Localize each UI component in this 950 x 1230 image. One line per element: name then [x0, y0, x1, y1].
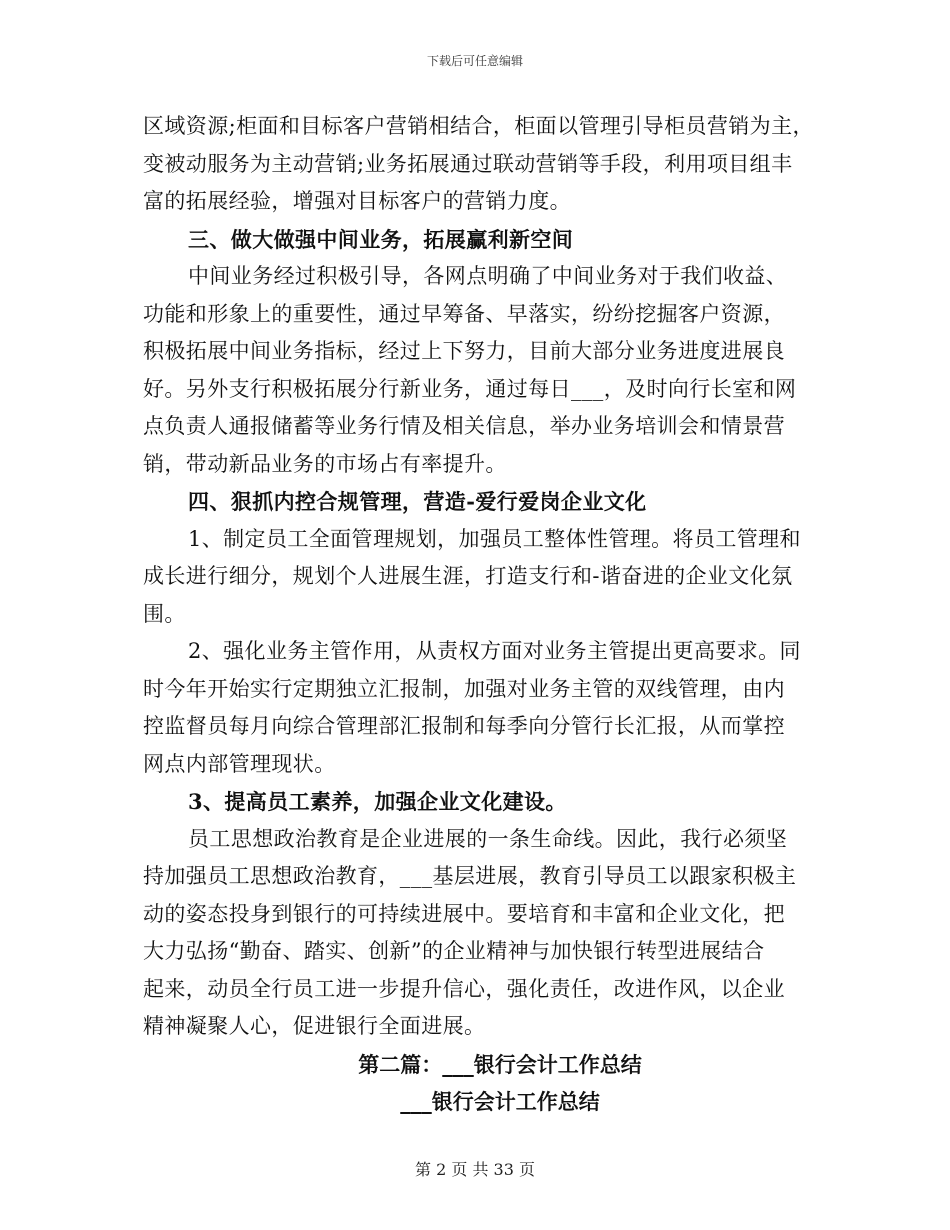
- paragraph-line: 销，带动新品业务的市场占有率提升。: [143, 451, 507, 476]
- section-heading-3: 三、做大做强中间业务，拓展赢利新空间: [188, 226, 574, 252]
- paragraph-line: 成长进行细分，规划个人进展生涯，打造支行和-谐奋进的企业文化氛: [143, 564, 793, 588]
- paragraph-line: 起来，动员全行员工进一步提升信心，强化责任，改进作风，以企业: [143, 976, 785, 1001]
- page-footer: 第 2 页 共 33 页: [415, 1160, 535, 1179]
- paragraph-line: 积极拓展中间业务指标，经过上下努力，目前大部分业务进度进展良: [143, 339, 785, 363]
- paragraph-line: 精神凝聚人心，促进银行全面进展。: [143, 1014, 486, 1038]
- paragraph-line: 网点内部管理现状。: [143, 751, 336, 776]
- chapter-subtitle: ___银行会计工作总结: [400, 1089, 600, 1114]
- paragraph-line: 员工思想政治教育是企业进展的一条生命线。因此，我行必须坚: [188, 826, 788, 851]
- paragraph-line: 2、强化业务主管作用，从责权方面对业务主管提出更高要求。同: [188, 639, 801, 663]
- chapter-title: 第二篇：___银行会计工作总结: [358, 1051, 642, 1077]
- paragraph-line: 中间业务经过积极引导，各网点明确了中间业务对于我们收益、: [188, 264, 788, 288]
- subsection-heading-3: 3、提高员工素养，加强企业文化建设。: [188, 789, 567, 814]
- paragraph-line: 控监督员每月向综合管理部汇报制和每季向分管行长汇报，从而掌控: [143, 714, 785, 738]
- section-heading-4: 四、狠抓内控合规管理，营造-爱行爱岗企业文化: [188, 489, 647, 514]
- paragraph-line: 持加强员工思想政治教育，___基层进展，教育引导员工以跟家积极主: [143, 864, 797, 888]
- paragraph-line: 好。另外支行积极拓展分行新业务，通过每日___，及时向行长室和网: [143, 376, 797, 401]
- paragraph-line: 变被动服务为主动营销;业务拓展通过联动营销等手段，利用项目组丰: [143, 151, 793, 176]
- paragraph-line: 功能和形象上的重要性，通过早筹备、早落实，纷纷挖掘客户资源，: [143, 301, 785, 326]
- paragraph-line: 富的拓展经验，增强对目标客户的营销力度。: [143, 189, 571, 213]
- page-header: 下载后可任意编辑: [426, 54, 523, 68]
- document-body: [143, 108, 814, 1121]
- paragraph-line: 时今年开始实行定期独立汇报制，加强对业务主管的双线管理，由内: [143, 676, 785, 701]
- paragraph-line: 大力弘扬“勤奋、踏实、创新”的企业精神与加快银行转型进展结合: [143, 939, 765, 963]
- paragraph-line: 1、制定员工全面管理规划，加强员工整体性管理。将员工管理和: [188, 526, 801, 551]
- paragraph-line: 动的姿态投身到银行的可持续进展中。要培育和丰富和企业文化，把: [143, 901, 785, 926]
- paragraph-line: 围。: [143, 601, 186, 626]
- paragraph-line: 点负责人通报储蓄等业务行情及相关信息，举办业务培训会和情景营: [143, 414, 785, 438]
- paragraph-line: 区域资源;柜面和目标客户营销相结合，柜面以管理引导柜员营销为主，: [143, 114, 814, 138]
